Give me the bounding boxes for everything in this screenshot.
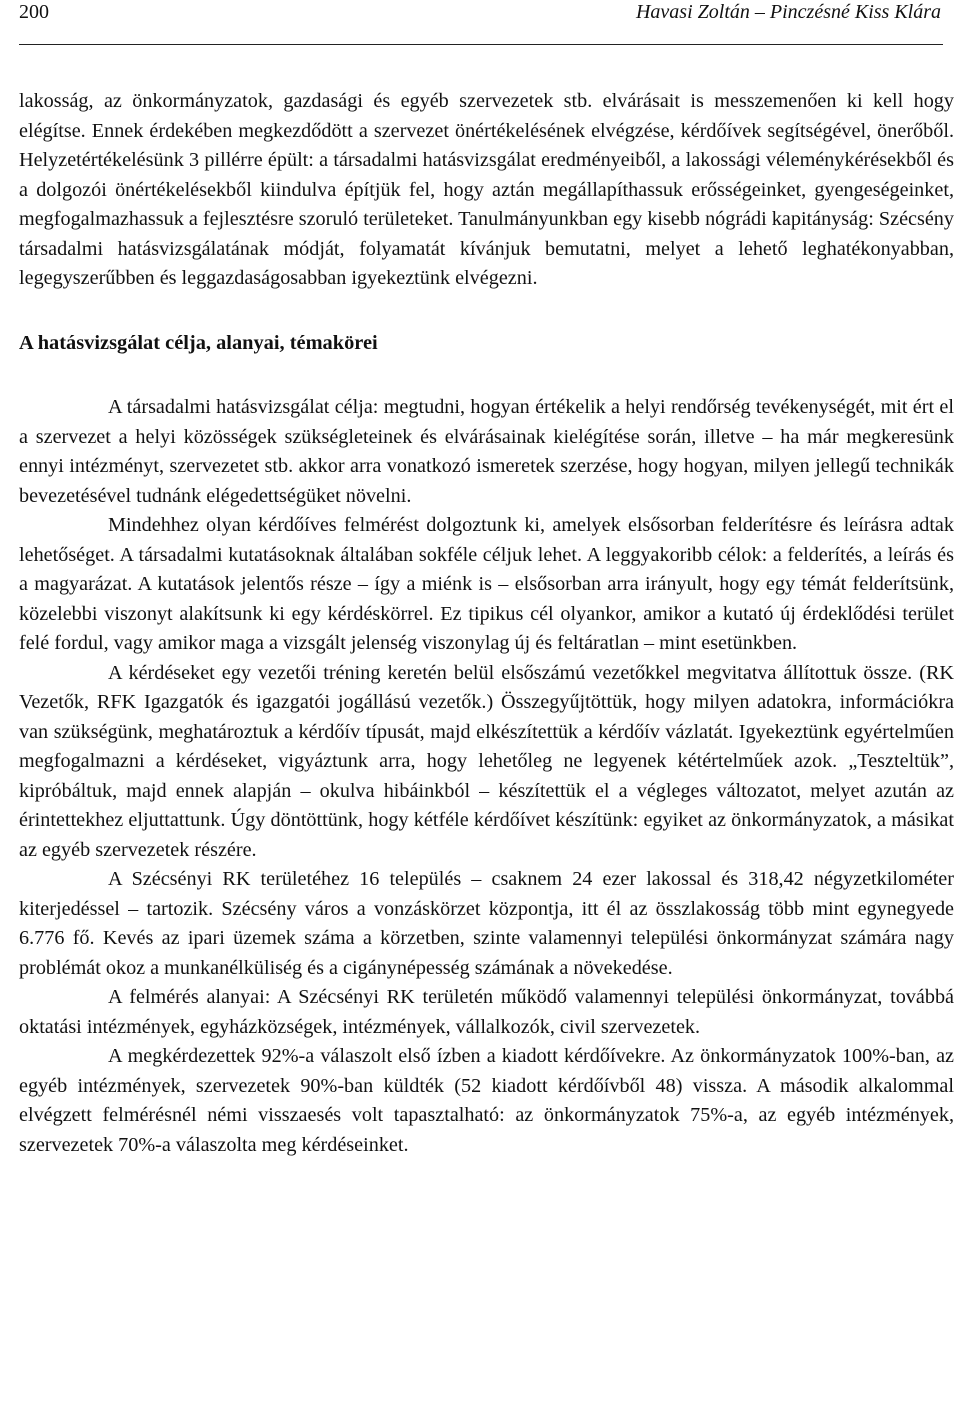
page-body: [19, 87, 954, 1160]
page-number: 200: [19, 1, 49, 23]
paragraph: Mindehhez olyan kérdőíves felmérést dolgoztunk ki, amelyek elsősorban felderítésre és leírásra adtak lehetőséget. A társadalmi kutatásoknak általában sokféle céljuk lehet. A leggyakoribb célok: a felderítés, a leírás és a magyarázat. A kutatások jelentős része – így a miénk is – elsősorban arra irányult, hogy egy témát felderítsünk, közelebbi viszonyt alakítsunk ki egy kérdéskörrel. Ez tipikus cél olyankor, amikor a kutató új érdeklődési terület felé fordul, vagy amikor maga a vizsgált jelenség viszonylag új és feltáratlan – mint esetünkben.: [19, 514, 954, 654]
running-head: Havasi Zoltán – Pinczésné Kiss Klára: [635, 1, 941, 23]
paragraph: A felmérés alanyai: A Szécsényi RK területén működő valamennyi települési önkormányzat, továbbá oktatási intézmények, egyházközségek, intézmények, vállalkozók, civil szervezetek.: [19, 986, 954, 1038]
paragraph: A társadalmi hatásvizsgálat célja: megtudni, hogyan értékelik a helyi rendőrség tevékenységét, mit ért el a szervezet a helyi közösségek szükségleteinek és elvárásainak kielégítése során, illetve – ha már megkeresünk ennyi intézményt, szervezetet stb. akkor arra vonatkozó ismeretek szerzése, hogy hogyan, milyen jellegű technikák bevezetésével tudnánk elégedettségüket növelni.: [19, 396, 954, 507]
page-header: [19, 0, 943, 45]
paragraph: A kérdéseket egy vezetői tréning keretén belül elsőszámú vezetőkkel megvitatva állítottuk össze. (RK Vezetők, RFK Igazgatók és igazgatói jogállású vezetők.) Összegyűjtöttük, hogy milyen adatokra, információkra van szükségünk, meghatároztuk a kérdőív típusát, majd elkészítettük a kérdőív vázlatát. Igyekeztünk egyértelműen megfogalmazni a kérdéseket, vigyáztunk arra, hogy lehetőleg ne legyenek kétértelműek azok. „Teszteltük”, kipróbáltuk, majd ennek alapján – okulva hibáinkból – készítettük el a végleges változatot, melyet azután az érintettekhez eljuttattunk. Úgy döntöttünk, hogy kétféle kérdőívet készítünk: egyiket az önkormányzatok, a másikat az egyéb szervezetek részére.: [19, 661, 954, 861]
section-heading: A hatásvizsgálat célja, alanyai, témakörei: [19, 331, 378, 354]
paragraph: A megkérdezettek 92%-a válaszolt első ízben a kiadott kérdőívekre. Az önkormányzatok 100%-ban, az egyéb intézmények, szervezetek 90%-ban küldték (52 kiadott kérdőívből 48) vissza. A második alkalommal elvégzett felmérésnél némi visszaesés volt tapasztalható: az önkormányzatok 75%-a, az egyéb intézmények, szervezetek 70%-a válaszolta meg kérdéseinket.: [19, 1045, 954, 1156]
paragraph: A Szécsényi RK területéhez 16 település – csaknem 24 ezer lakossal és 318,42 négyzetkilométer kiterjedéssel – tartozik. Szécsény város a vonzáskörzet központja, itt él az összlakosság több mint egynegyede 6.776 fő. Kevés az ipari üzemek száma a körzetben, szinte valamennyi települési önkormányzat számára nagy problémát okoz a munkanélküliség és a cigánynépesség számának a növekedése.: [19, 868, 954, 979]
paragraph: lakosság, az önkormányzatok, gazdasági és egyéb szervezetek stb. elvárásait is messzemenően ki kell hogy elégítse. Ennek érdekében megkezdődött a szervezet önértékelésének elvégzése, kérdőívek segítségével, önerőből. Helyzetértékelésünk 3 pillérre épült: a társadalmi hatásvizsgálat eredményeiből, a lakossági véleménykérésekből és a dolgozói önértékelésekből kiindulva építjük fel, hogy aztán megállapíthassuk erősségeinket, gyengeségeinket, megfogalmazhassuk a fejlesztésre szoruló területeket. Tanulmányunkban egy kisebb nógrádi kapitányság: Szécsény társadalmi hatásvizsgálatának módját, folyamatát kívánjuk bemutatni, melyet a lehető leghatékonyabban, legegyszerűbben és leggazdaságosabban igyekeztünk elvégezni.: [19, 90, 954, 289]
